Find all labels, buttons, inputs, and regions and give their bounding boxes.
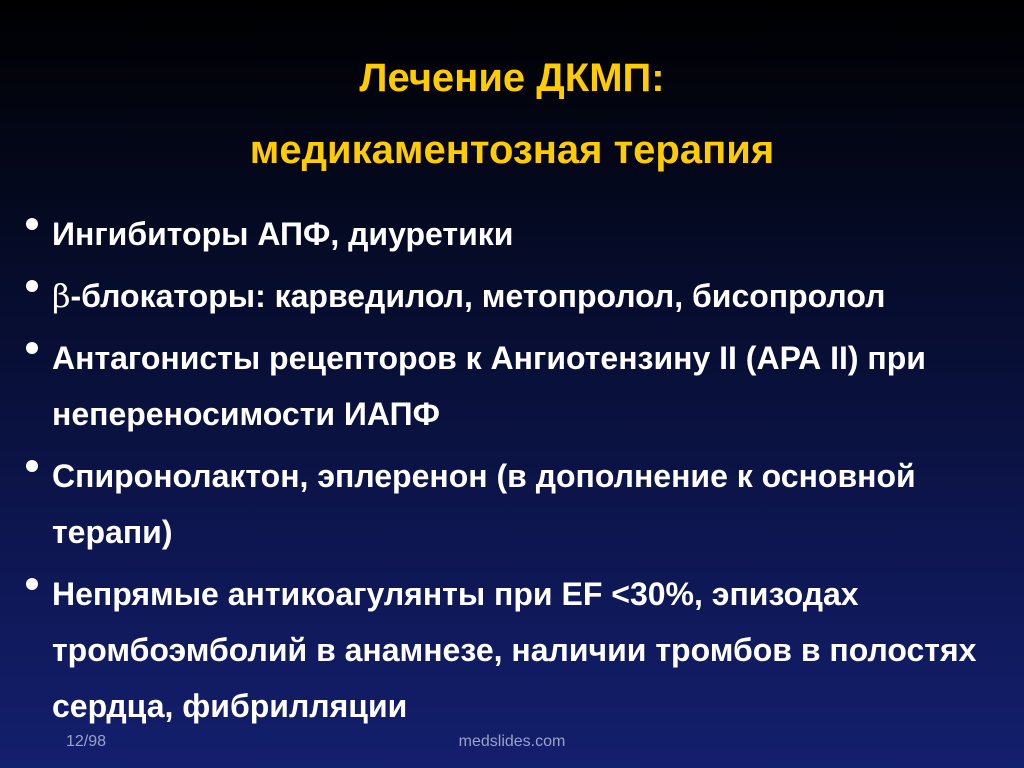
bullet-item	[22, 268, 1012, 324]
bullet-item	[22, 566, 1012, 734]
bullet-dot-icon	[26, 280, 38, 292]
title-line-1: Лечение ДКМП:	[359, 56, 665, 100]
bullet-dot-icon	[26, 218, 38, 230]
bullet-dot-icon	[26, 342, 38, 354]
footer-watermark: medslides.com	[458, 733, 566, 750]
bullet-text: Ингибиторы АПФ, диуретики	[52, 216, 514, 252]
bullet-dot-icon	[26, 578, 38, 590]
bullet-list	[22, 206, 1012, 740]
bullet-item	[22, 206, 1012, 262]
page-number: 12/98	[66, 733, 107, 750]
bullet-item	[22, 330, 1012, 442]
bullet-text: Непрямые антикоагулянты при EF <30%, эпизодах тромбоэмболий в анамнезе, наличии тромбов в полостях сердца, фибрилляции	[52, 576, 977, 724]
bullet-item	[22, 448, 1012, 560]
slide-title	[0, 42, 1024, 186]
bullet-text: Спиронолактон, эплеренон (в дополнение к основной терапи)	[52, 458, 916, 550]
bullet-text: Антагонисты рецепторов к Ангиотензину II (АРА II) при непереносимости ИАПФ	[52, 340, 926, 432]
title-line-2: медикаментозная терапия	[249, 128, 775, 172]
bullet-text: -блокаторы: карведилол, метопролол, бисопролол	[70, 278, 886, 314]
bullet-dot-icon	[26, 460, 38, 472]
beta-symbol: β	[52, 277, 71, 315]
